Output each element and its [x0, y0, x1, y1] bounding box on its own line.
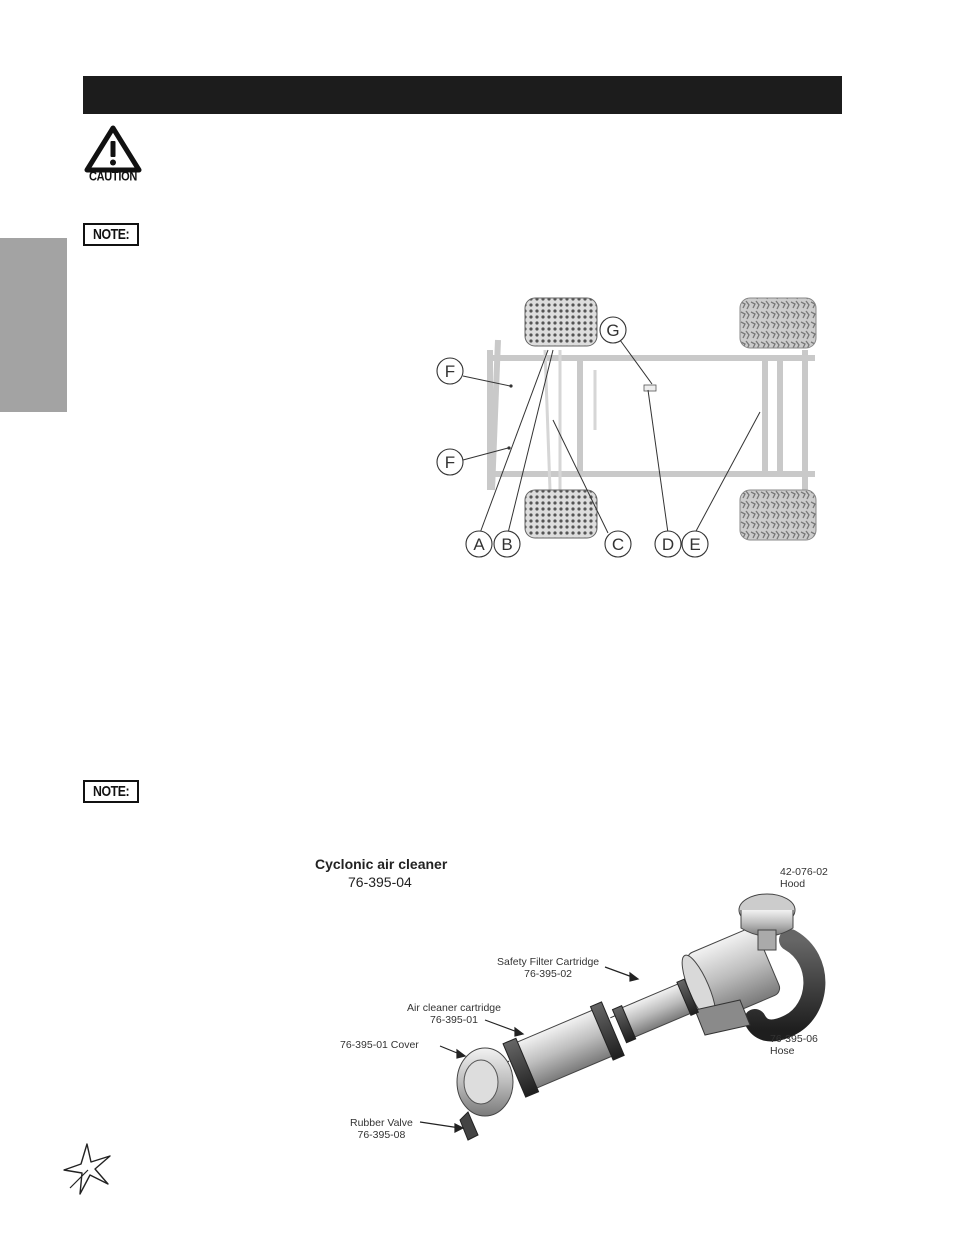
- callout-f-upper: F: [444, 362, 456, 381]
- rubber-valve-part-number: 76-395-08: [357, 1129, 406, 1142]
- brand-logo-icon: [58, 1140, 116, 1198]
- callout-e: E: [689, 535, 701, 554]
- caution-label: CAUTION: [88, 170, 137, 184]
- air-cleaner-title: Cyclonic air cleaner: [315, 856, 448, 872]
- callout-a: A: [473, 535, 485, 554]
- hood-name: Hood: [780, 878, 806, 891]
- callout-b: B: [501, 535, 513, 554]
- chapter-side-tab: [0, 238, 67, 412]
- hose-label: [770, 1033, 818, 1057]
- air-cleaner-exploded-diagram: [300, 850, 845, 1160]
- note-badge: [83, 223, 139, 246]
- safety-filter-label: [497, 956, 599, 980]
- safety-filter-name: Safety Filter Cartridge: [497, 956, 600, 968]
- callout-f-lower: F: [444, 453, 456, 472]
- cover-label: [340, 1039, 419, 1051]
- section-header-bar: [83, 76, 842, 114]
- air-cleaner-cartridge-part-number: 76-395-01: [430, 1014, 478, 1027]
- hood-part-number: 42-076-02: [780, 866, 828, 878]
- note-label: NOTE:: [92, 226, 130, 243]
- air-cleaner-cartridge-name: Air cleaner cartridge: [407, 1002, 501, 1014]
- air-cleaner-cartridge-label: [407, 1002, 501, 1026]
- rubber-valve-label: [350, 1117, 413, 1141]
- safety-filter-part-number: 76-395-02: [524, 968, 572, 981]
- chassis-lubrication-diagram: [420, 290, 840, 560]
- air-cleaner-part-number: 76-395-04: [348, 874, 412, 890]
- callout-c: C: [611, 535, 625, 554]
- hose-name: Hose: [770, 1045, 795, 1058]
- callout-d: D: [661, 535, 675, 554]
- cover-part-number: 76-395-01: [340, 1039, 388, 1051]
- cover-name: Cover: [390, 1039, 419, 1051]
- callout-g: G: [606, 321, 620, 340]
- hood-label: [780, 866, 828, 890]
- air-cleaner-illustration: [300, 850, 845, 1160]
- note-badge: [83, 780, 139, 803]
- note-label: NOTE:: [92, 783, 130, 800]
- rubber-valve-name: Rubber Valve: [350, 1117, 413, 1129]
- hose-part-number: 76-395-06: [770, 1033, 818, 1045]
